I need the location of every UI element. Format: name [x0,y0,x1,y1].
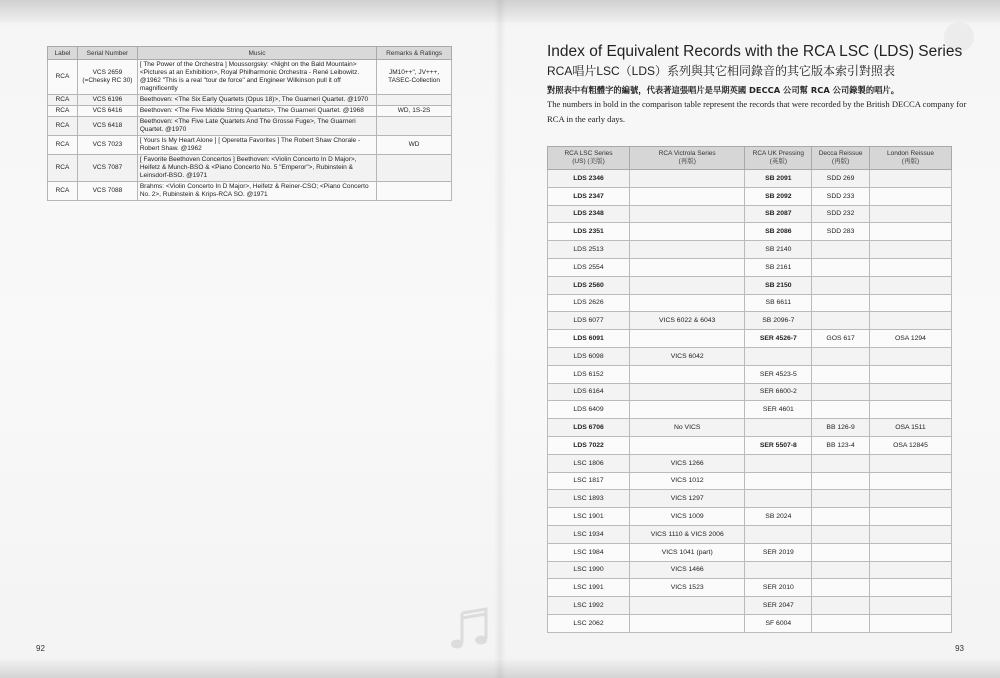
cell-label: RCA [48,136,78,155]
cell-decca [812,490,870,508]
cell-music: [ The Power of the Orchestra ] Moussorgsky: <Night on the Bald Mountain> <Pictures at an Exhibition>, Royal Philharmonic Orchestra - René Leibowitz. @1962 "This is a real "tour de force" and Engineer Wilkinson pull it off magnificently [137,60,376,95]
cell-uk: SB 2092 [745,187,812,205]
cell-decca [812,472,870,490]
cell-decca: BB 126-9 [812,419,870,437]
cell-victrola: VICS 1466 [630,561,745,579]
cell-label: RCA [48,60,78,95]
table-row [548,436,952,454]
cell-victrola: VICS 1266 [630,454,745,472]
cell-decca: SDD 269 [812,170,870,188]
cell-uk [745,454,812,472]
cell-london [869,241,951,259]
table-row [548,472,952,490]
cell-decca [812,614,870,632]
cell-london [869,383,951,401]
table-row [48,106,452,117]
cell-london [869,258,951,276]
cell-decca [812,258,870,276]
cell-lsc: LDS 2347 [548,187,630,205]
cell-label: RCA [48,182,78,201]
cell-decca [812,561,870,579]
cell-decca: SDD 283 [812,223,870,241]
cell-london [869,454,951,472]
table-row [548,347,952,365]
cell-victrola: No VICS [630,419,745,437]
cell-victrola [630,205,745,223]
cell-uk [745,525,812,543]
header-london: London Reissue (再版) [869,147,951,170]
cell-decca [812,579,870,597]
cell-lsc: LDS 2560 [548,276,630,294]
cell-label: RCA [48,117,78,136]
cell-lsc: LSC 1893 [548,490,630,508]
cell-uk: SER 4523-5 [745,365,812,383]
cell-remarks: WD [377,136,452,155]
table-header-row [48,47,452,60]
table-row [48,136,452,155]
table-row [548,543,952,561]
cell-uk: SB 2096-7 [745,312,812,330]
cell-decca [812,454,870,472]
cell-london [869,365,951,383]
cell-decca [812,294,870,312]
cell-decca [812,401,870,419]
table-row [48,182,452,201]
cell-london [869,614,951,632]
header-serial: Serial Number [77,47,137,60]
header-remarks: Remarks & Ratings [377,47,452,60]
cell-decca [812,383,870,401]
cell-uk: SB 2150 [745,276,812,294]
cell-music: Brahms: <Violin Concerto In D Major>, Heifetz & Reiner-CSO; <Piano Concerto No. 2>, Rubinstein & Krips-RCA SO. @1971 [137,182,376,201]
cell-serial: VCS 6418 [77,117,137,136]
cell-lsc: LDS 6152 [548,365,630,383]
cell-london [869,170,951,188]
cell-uk: SER 6600-2 [745,383,812,401]
table-row [548,187,952,205]
cell-victrola [630,170,745,188]
header-label: Label [48,47,78,60]
cell-victrola [630,436,745,454]
cell-uk: SER 4601 [745,401,812,419]
table-row [548,330,952,348]
cell-victrola [630,401,745,419]
cell-lsc: LSC 1817 [548,472,630,490]
cell-remarks [377,95,452,106]
cell-remarks: JM10++", JV+++, TASEC-Collection [377,60,452,95]
cell-decca: GOS 617 [812,330,870,348]
cell-victrola [630,383,745,401]
description-english: The numbers in bold in the comparison table represent the records that were recorded by the British DECCA company for RCA in the early days. [547,99,967,124]
cell-victrola [630,330,745,348]
table-row [548,312,952,330]
cell-uk [745,561,812,579]
cell-victrola [630,223,745,241]
right-page [500,0,1000,678]
cell-victrola [630,187,745,205]
cell-remarks: WD, 1S-2S [377,106,452,117]
record-remarks-table [47,46,452,201]
cell-lsc: LSC 1984 [548,543,630,561]
cell-serial: VCS 7023 [77,136,137,155]
page-number-left: 92 [36,644,45,653]
table-row [548,276,952,294]
cell-lsc: LDS 6098 [548,347,630,365]
cell-lsc: LDS 2554 [548,258,630,276]
cell-london: OSA 1294 [869,330,951,348]
table-row [548,597,952,615]
cell-victrola [630,294,745,312]
cell-victrola: VICS 1009 [630,508,745,526]
cell-london: OSA 1511 [869,419,951,437]
table-row [548,561,952,579]
cell-lsc: LDS 2348 [548,205,630,223]
cell-music: Beethoven: <The Five Middle String Quartets>, The Guarneri Quartet. @1968 [137,106,376,117]
cell-london: OSA 12845 [869,436,951,454]
cell-serial: VCS 7087 [77,155,137,182]
cell-lsc: LDS 6706 [548,419,630,437]
table-row [548,525,952,543]
equivalent-records-table [547,146,952,633]
cell-serial: VCS 2659 (=Chesky RC 30) [77,60,137,95]
cell-lsc: LDS 2513 [548,241,630,259]
header-decca: Decca Reissue (再版) [812,147,870,170]
table-row [548,294,952,312]
cell-victrola: VICS 1297 [630,490,745,508]
cell-lsc: LDS 6077 [548,312,630,330]
cell-uk [745,490,812,508]
cell-london [869,276,951,294]
cell-decca [812,525,870,543]
cell-lsc: LSC 1901 [548,508,630,526]
table-row [548,223,952,241]
cell-decca [812,365,870,383]
cell-lsc: LSC 2062 [548,614,630,632]
cell-uk: SB 2086 [745,223,812,241]
header-lsc: RCA LSC Series (US) (美版) [548,147,630,170]
table-row [548,579,952,597]
cell-remarks [377,155,452,182]
cell-victrola: VICS 6042 [630,347,745,365]
cell-uk: SF 6004 [745,614,812,632]
cell-lsc: LDS 2346 [548,170,630,188]
cell-london [869,347,951,365]
cell-victrola [630,276,745,294]
cell-london [869,312,951,330]
cell-london [869,205,951,223]
cell-london [869,472,951,490]
table-row [48,117,452,136]
cell-serial: VCS 6196 [77,95,137,106]
page-subtitle: RCA唱片LSC（LDS）系列與其它相同錄音的其它版本索引對照表 [547,64,896,78]
cell-music: [ Favorite Beethoven Concertos ] Beethoven: <Violin Concerto In D Major>, Heifetz & Munch-BSO & <Piano Concerto No. 5 "Emperor">, Rubinstein & Leinsdorf-BSO. @1971 [137,155,376,182]
cell-remarks [377,182,452,201]
cell-lsc: LSC 1992 [548,597,630,615]
cell-decca [812,543,870,561]
cell-decca [812,508,870,526]
cell-london [869,187,951,205]
cell-label: RCA [48,106,78,117]
table-row [548,365,952,383]
cell-serial: VCS 7088 [77,182,137,201]
cell-uk: SB 2024 [745,508,812,526]
cell-uk: SER 2047 [745,597,812,615]
cell-london [869,401,951,419]
table-row [48,60,452,95]
cell-label: RCA [48,95,78,106]
cell-decca [812,347,870,365]
music-note-icon [448,607,492,653]
cell-victrola: VICS 1012 [630,472,745,490]
cell-uk: SB 2091 [745,170,812,188]
cell-decca [812,597,870,615]
cell-victrola: VICS 1110 & VICS 2006 [630,525,745,543]
cell-decca: SDD 232 [812,205,870,223]
cell-victrola: VICS 6022 & 6043 [630,312,745,330]
cell-lsc: LDS 2626 [548,294,630,312]
cell-decca [812,312,870,330]
cell-uk: SB 2087 [745,205,812,223]
cell-london [869,543,951,561]
cell-decca: BB 123-4 [812,436,870,454]
table-row [548,614,952,632]
header-music: Music [137,47,376,60]
cell-lsc: LSC 1990 [548,561,630,579]
cell-decca [812,276,870,294]
cell-lsc: LDS 6164 [548,383,630,401]
cell-uk [745,419,812,437]
cell-uk: SER 2010 [745,579,812,597]
table-header-row [548,147,952,170]
cell-victrola [630,365,745,383]
cell-victrola [630,258,745,276]
cell-decca: SDD 233 [812,187,870,205]
cell-london [869,525,951,543]
cell-lsc: LDS 6091 [548,330,630,348]
cell-london [869,223,951,241]
cell-london [869,508,951,526]
description-chinese: 對照表中有粗體字的編號，代表著這張唱片是早期英國 DECCA 公司幫 RCA 公司錄製的唱片。 [547,85,900,95]
cell-lsc: LSC 1934 [548,525,630,543]
cell-victrola [630,597,745,615]
table-row [548,383,952,401]
table-row [548,419,952,437]
cell-remarks [377,117,452,136]
header-victrola: RCA Victrola Series (再版) [630,147,745,170]
cell-uk: SER 2019 [745,543,812,561]
cell-label: RCA [48,155,78,182]
cell-london [869,579,951,597]
cell-music: Beethoven: <The Five Late Quartets And The Grosse Fuge>, The Guarneri Quartet. @1970 [137,117,376,136]
cell-victrola: VICS 1041 (part) [630,543,745,561]
cell-victrola [630,614,745,632]
cell-uk [745,347,812,365]
cell-lsc: LDS 6409 [548,401,630,419]
table-row [548,170,952,188]
table-row [548,205,952,223]
cell-decca [812,241,870,259]
table-row [548,258,952,276]
cell-lsc: LDS 7022 [548,436,630,454]
cell-lsc: LSC 1806 [548,454,630,472]
cell-uk [745,472,812,490]
table-row [48,155,452,182]
cell-lsc: LSC 1991 [548,579,630,597]
cell-uk: SB 2140 [745,241,812,259]
table-row [548,454,952,472]
cell-music: Beethoven: <The Six Early Quartets (Opus 18)>, The Guarneri Quartet. @1970 [137,95,376,106]
page-title: Index of Equivalent Records with the RCA LSC (LDS) Series [547,43,963,60]
cell-uk: SB 6611 [745,294,812,312]
cell-uk: SB 2161 [745,258,812,276]
cell-victrola: VICS 1523 [630,579,745,597]
cell-uk: SER 5507-8 [745,436,812,454]
header-uk: RCA UK Pressing (英版) [745,147,812,170]
cell-london [869,294,951,312]
cell-uk: SER 4526-7 [745,330,812,348]
cell-london [869,561,951,579]
cell-london [869,490,951,508]
table-row [548,508,952,526]
cell-music: [ Yours Is My Heart Alone ] [ Operetta Favorites ] The Robert Shaw Chorale - Robert Shaw. @1962 [137,136,376,155]
table-row [48,95,452,106]
table-row [548,241,952,259]
table-row [548,490,952,508]
cell-london [869,597,951,615]
cell-serial: VCS 6416 [77,106,137,117]
cell-lsc: LDS 2351 [548,223,630,241]
cell-victrola [630,241,745,259]
page-number-right: 93 [955,644,964,653]
table-row [548,401,952,419]
